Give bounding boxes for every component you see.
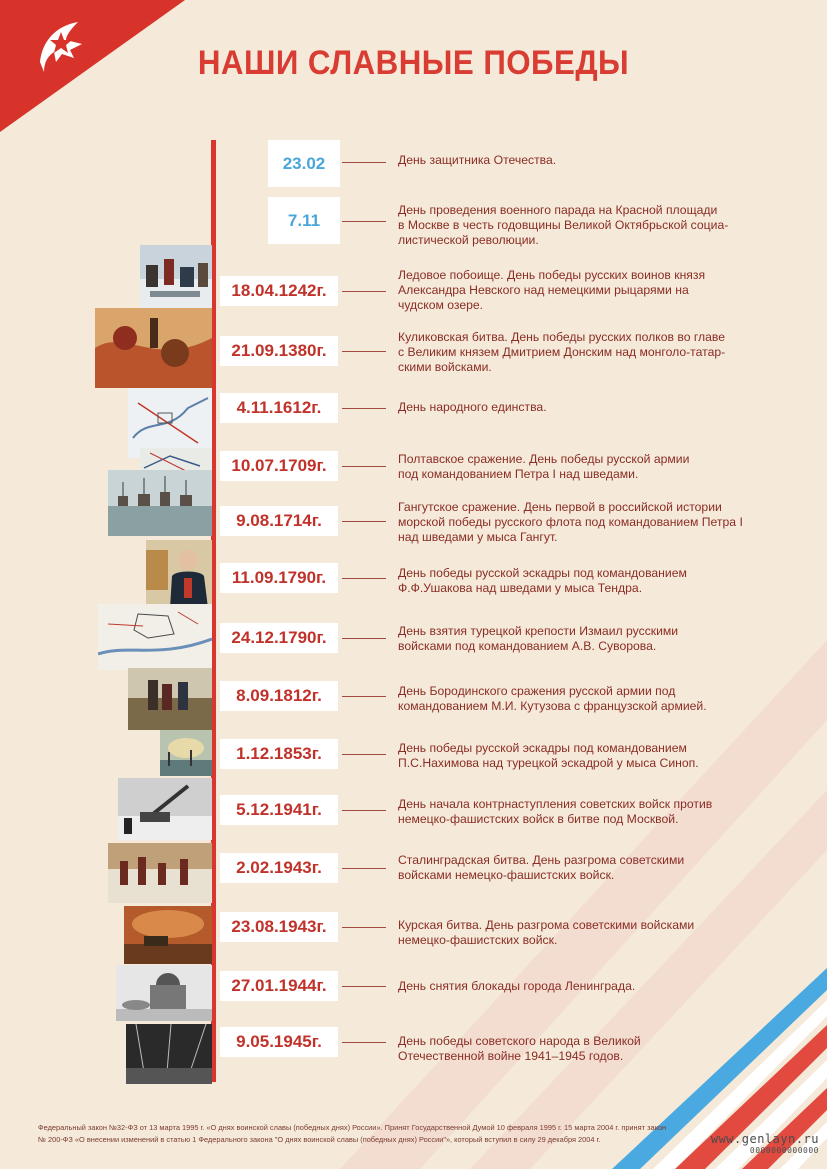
event-description: День победы русской эскадры под командованием Ф.Ф.Ушакова над шведами у мыса Тендра. — [398, 566, 687, 595]
event-date: 27.01.1944г. — [220, 971, 338, 1001]
event-description: Полтавское сражение. День победы русской армии под командованием Петра I над шведами. — [398, 452, 690, 481]
event-description: День начала контрнаступления советских войск против немецко-фашистских войск в битве под Москвой. — [398, 797, 713, 826]
event-date: 1.12.1853г. — [220, 739, 338, 769]
event-date: 2.02.1943г. — [220, 853, 338, 883]
battle-on-ice-image — [140, 245, 212, 313]
site-credit — [711, 1132, 819, 1155]
event-description: День Бородинского сражения русской армии под командованием М.И. Кутузова с французской армией. — [398, 684, 707, 713]
event-description: День победы русской эскадры под командованием П.С.Нахимова над турецкой эскадрой у мыса Синоп. — [398, 741, 699, 770]
connector-line — [342, 986, 386, 987]
connector-line — [342, 927, 386, 928]
event-description: Сталинградская битва. День разгрома советскими войсками немецко-фашистских войск. — [398, 853, 685, 882]
event-date: 23.08.1943г. — [220, 912, 338, 942]
event-date: 4.11.1612г. — [220, 393, 338, 423]
event-date: 8.09.1812г. — [220, 681, 338, 711]
event-date: 24.12.1790г. — [220, 623, 338, 653]
kursk-battle-image — [124, 906, 212, 964]
event-description: День взятия турецкой крепости Измаил русскими войсками под командованием А.В. Суворова. — [398, 624, 679, 653]
event-description: День защитника Отечества. — [398, 153, 557, 167]
victory-salute-photo-image — [126, 1024, 212, 1084]
connector-line — [342, 696, 386, 697]
event-date: 10.07.1709г. — [220, 451, 338, 481]
connector-line — [342, 521, 386, 522]
connector-line — [342, 754, 386, 755]
kulikovo-battle-image — [95, 308, 212, 388]
event-description: День победы советского народа в Великой Отечественной войне 1941–1945 годов. — [398, 1034, 641, 1063]
connector-line — [342, 578, 386, 579]
site-url[interactable]: www.genlayn.ru — [710, 1132, 819, 1146]
event-date: 23.02 — [268, 140, 340, 187]
footer-line: Федеральный закон №32-ФЗ от 13 марта 1995 г. «О днях воинской славы (победных днях) России». Принят Государственной Думой 10 февраля 1995 г. 15 марта 2004 г. принят закон — [38, 1123, 667, 1132]
event-description: День проведения военного парада на Красной площади в Москве в честь годовщины Великой Октябрьской социа- листической революции. — [398, 203, 729, 247]
event-description: Куликовская битва. День победы русских полков во главе с Великим князем Дмитрием Донским над монголо-татар- скими войсками. — [398, 330, 726, 374]
event-description: Ледовое побоище. День победы русских воинов князя Александра Невского над немецкими рыцарями на чудском озере. — [398, 268, 706, 312]
connector-line — [342, 466, 386, 467]
sinop-battle-image — [160, 730, 212, 776]
event-description: Курская битва. День разгрома советскими войсками немецко-фашистских войск. — [398, 918, 695, 947]
event-date: 21.09.1380г. — [220, 336, 338, 366]
event-description: Гангутское сражение. День первой в российской истории морской победы русского флота под командованием Петра I над шведами у мыса Гангут. — [398, 500, 743, 544]
product-code: 0000000000000 — [749, 1146, 819, 1155]
connector-line — [342, 291, 386, 292]
ushakov-portrait-image — [146, 540, 212, 608]
connector-line — [342, 221, 386, 222]
event-date: 11.09.1790г. — [220, 563, 338, 593]
event-date: 5.12.1941г. — [220, 795, 338, 825]
izmail-siege-map-image — [98, 604, 212, 670]
page-title: НАШИ СЛАВНЫЕ ПОБЕДЫ — [197, 44, 630, 82]
moscow-defense-photo-image — [118, 778, 212, 840]
stalingrad-painting-image — [108, 843, 212, 903]
event-date: 9.05.1945г. — [220, 1027, 338, 1057]
connector-line — [342, 351, 386, 352]
connector-line — [342, 810, 386, 811]
connector-line — [342, 638, 386, 639]
event-date: 7.11 — [268, 197, 340, 244]
event-description: День снятия блокады города Ленинграда. — [398, 979, 636, 993]
connector-line — [342, 408, 386, 409]
footer-law-note — [38, 1122, 798, 1146]
leningrad-isaac-cathedral-image — [116, 965, 212, 1021]
connector-line — [342, 1042, 386, 1043]
connector-line — [342, 162, 386, 163]
event-date: 9.08.1714г. — [220, 506, 338, 536]
borodino-painting-image — [128, 668, 212, 730]
connector-line — [342, 868, 386, 869]
gangut-naval-battle-image — [108, 470, 212, 536]
event-date: 18.04.1242г. — [220, 276, 338, 306]
event-description: День народного единства. — [398, 400, 547, 414]
footer-line: № 200-ФЗ «О внесении изменений в статью 1 Федерального закона "О днях воинской славы (победных днях) России"», который вступил в силу 29 декабря 2004 г. — [38, 1135, 601, 1144]
